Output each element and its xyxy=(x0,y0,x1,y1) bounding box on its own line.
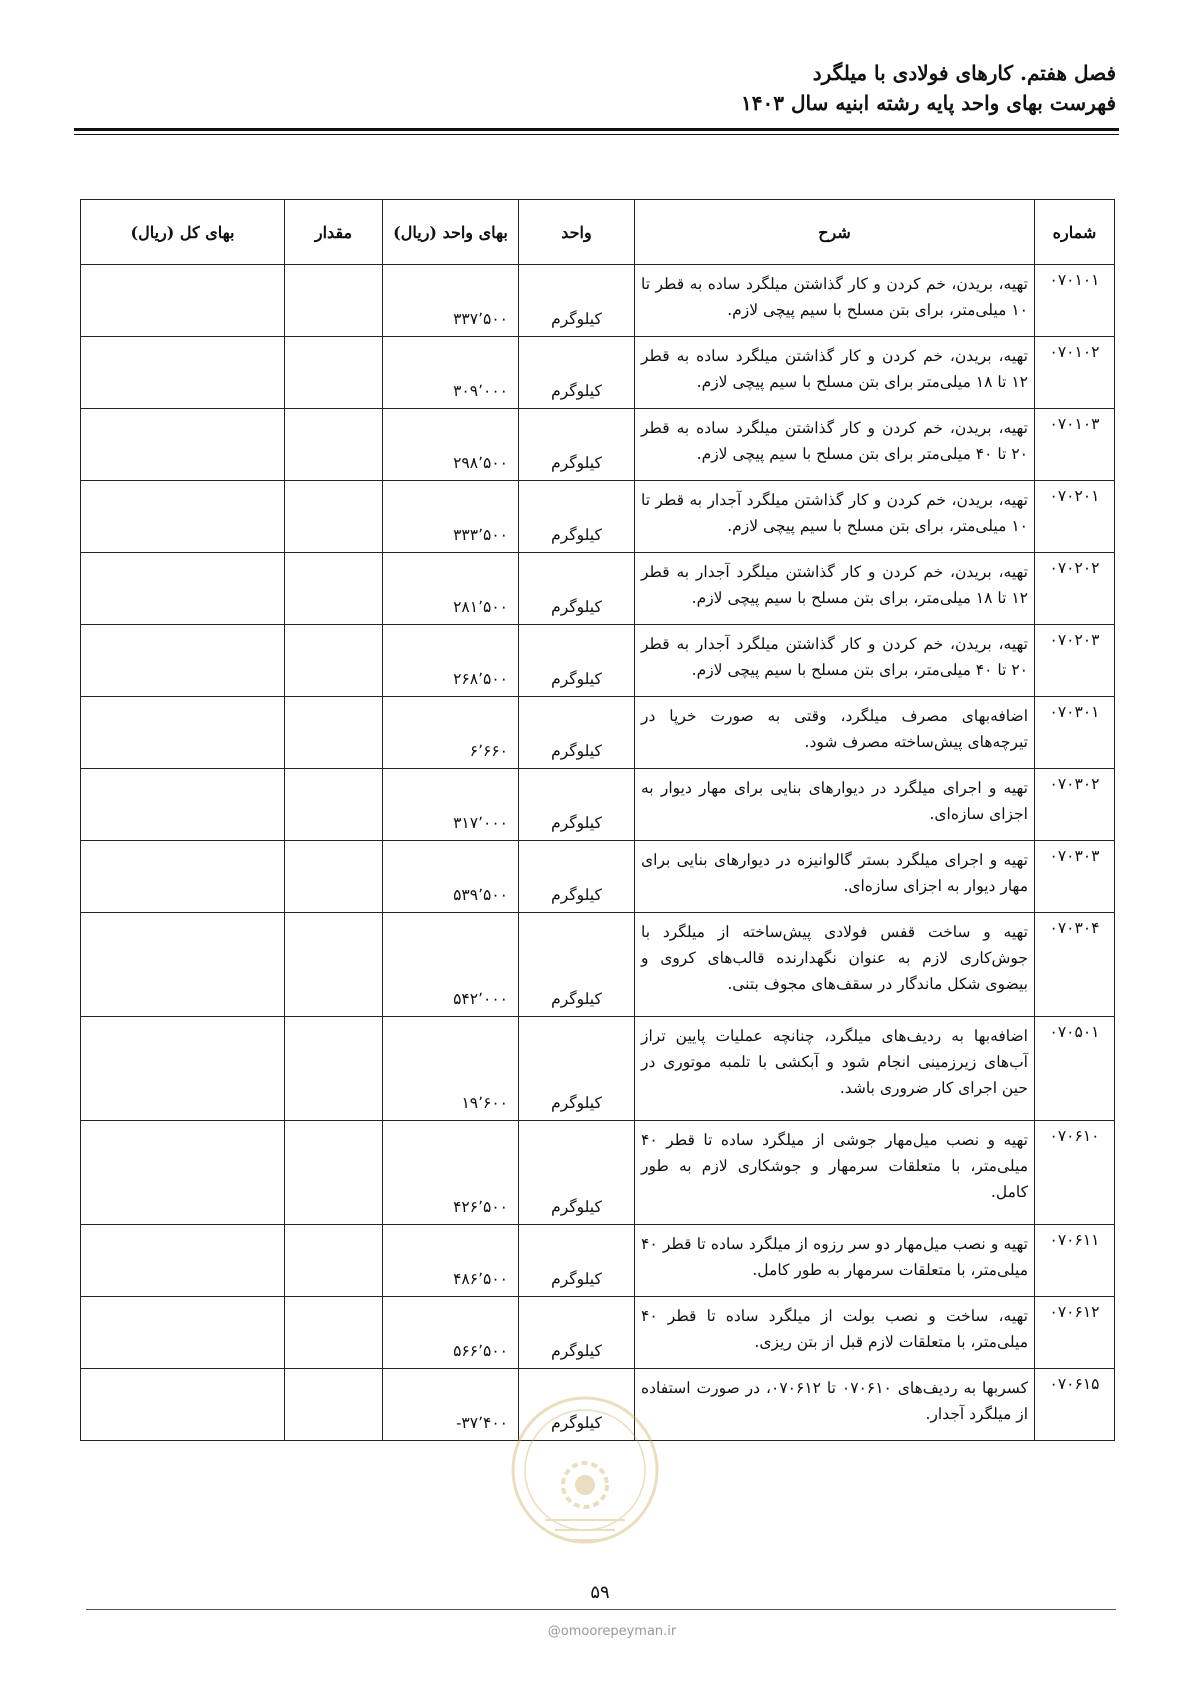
table-row xyxy=(81,769,1115,841)
row-unit-price: ۳۱۷٬۰۰۰ xyxy=(383,769,519,841)
row-unit-price: ۲۸۱٬۵۰۰ xyxy=(383,553,519,625)
page-number: ۵۹ xyxy=(590,1582,610,1603)
row-unit: کیلوگرم xyxy=(519,409,635,481)
row-quantity xyxy=(285,1017,383,1121)
row-unit: کیلوگرم xyxy=(519,1297,635,1369)
table-row xyxy=(81,913,1115,1017)
row-quantity xyxy=(285,625,383,697)
row-unit: کیلوگرم xyxy=(519,913,635,1017)
table-row xyxy=(81,481,1115,553)
table-row xyxy=(81,697,1115,769)
row-number: ۰۷۰۳۰۱ xyxy=(1035,697,1115,769)
row-total-price xyxy=(81,1017,285,1121)
row-quantity xyxy=(285,409,383,481)
row-number: ۰۷۰۱۰۲ xyxy=(1035,337,1115,409)
row-total-price xyxy=(81,337,285,409)
row-number: ۰۷۰۲۰۳ xyxy=(1035,625,1115,697)
row-unit-price: ۴۲۶٬۵۰۰ xyxy=(383,1121,519,1225)
row-description: تهیه، ساخت و نصب بولت از میلگرد ساده تا قطر ۴۰ میلی‌متر، با متعلقات لازم قبل از بتن ریزی. xyxy=(635,1297,1035,1369)
table-row xyxy=(81,1297,1115,1369)
row-unit: کیلوگرم xyxy=(519,337,635,409)
row-unit: کیلوگرم xyxy=(519,1121,635,1225)
row-number: ۰۷۰۲۰۱ xyxy=(1035,481,1115,553)
row-unit: کیلوگرم xyxy=(519,769,635,841)
row-unit: کیلوگرم xyxy=(519,1225,635,1297)
page-header xyxy=(76,58,1116,118)
table-header-row xyxy=(81,200,1115,265)
row-number: ۰۷۰۳۰۴ xyxy=(1035,913,1115,1017)
row-unit-price: ۳۰۹٬۰۰۰ xyxy=(383,337,519,409)
row-unit-price: -۳۷٬۴۰۰ xyxy=(383,1369,519,1441)
row-quantity xyxy=(285,697,383,769)
row-unit: کیلوگرم xyxy=(519,1369,635,1441)
table-row xyxy=(81,553,1115,625)
row-number: ۰۷۰۶۱۲ xyxy=(1035,1297,1115,1369)
row-total-price xyxy=(81,913,285,1017)
row-number: ۰۷۰۳۰۳ xyxy=(1035,841,1115,913)
row-unit-price: ۵۳۹٬۵۰۰ xyxy=(383,841,519,913)
col-header-unit-price: بهای واحد (ریال) xyxy=(383,200,519,265)
row-unit: کیلوگرم xyxy=(519,265,635,337)
col-header-description: شرح xyxy=(635,200,1035,265)
col-header-total-price: بهای کل (ریال) xyxy=(81,200,285,265)
row-description: اضافه‌بها به ردیف‌های میلگرد، چنانچه عملیات پایین تراز آب‌های زیرزمینی انجام شود و آبکشی با تلمبه موتوری در حین اجرای کار ضروری باشد. xyxy=(635,1017,1035,1121)
row-total-price xyxy=(81,265,285,337)
row-unit: کیلوگرم xyxy=(519,841,635,913)
watermark-url: @omoorepeyman.ir xyxy=(547,1624,677,1639)
row-unit-price: ۳۳۳٬۵۰۰ xyxy=(383,481,519,553)
row-description: تهیه و ساخت قفس فولادی پیش‌ساخته از میلگرد با جوش‌کاری لازم به عنوان نگهدارنده قالب‌های کروی و بیضوی شکل ماندگار در سقف‌های مجوف بتنی. xyxy=(635,913,1035,1017)
header-rule-thin xyxy=(74,134,1119,135)
row-description: کسربها به ردیف‌های ۰۷۰۶۱۰ تا ۰۷۰۶۱۲، در صورت استفاده از میلگرد آجدار. xyxy=(635,1369,1035,1441)
table-row xyxy=(81,1121,1115,1225)
row-description: تهیه و نصب میل‌مهار دو سر رزوه از میلگرد ساده تا قطر ۴۰ میلی‌متر، با متعلقات سرمهار به طور کامل. xyxy=(635,1225,1035,1297)
table-row xyxy=(81,409,1115,481)
table-row xyxy=(81,337,1115,409)
table-row xyxy=(81,1225,1115,1297)
row-unit-price: ۵۴۲٬۰۰۰ xyxy=(383,913,519,1017)
row-number: ۰۷۰۵۰۱ xyxy=(1035,1017,1115,1121)
row-quantity xyxy=(285,1369,383,1441)
row-quantity xyxy=(285,1297,383,1369)
col-header-unit: واحد xyxy=(519,200,635,265)
row-total-price xyxy=(81,481,285,553)
row-unit-price: ۴۸۶٬۵۰۰ xyxy=(383,1225,519,1297)
row-total-price xyxy=(81,409,285,481)
row-unit: کیلوگرم xyxy=(519,697,635,769)
row-number: ۰۷۰۱۰۱ xyxy=(1035,265,1115,337)
row-quantity xyxy=(285,841,383,913)
row-description: تهیه، بریدن، خم کردن و کار گذاشتن میلگرد آجدار به قطر ۱۲ تا ۱۸ میلی‌متر، برای بتن مسلح با سیم پیچی لازم. xyxy=(635,553,1035,625)
row-unit-price: ۲۶۸٬۵۰۰ xyxy=(383,625,519,697)
row-total-price xyxy=(81,553,285,625)
row-unit: کیلوگرم xyxy=(519,1017,635,1121)
row-number: ۰۷۰۱۰۳ xyxy=(1035,409,1115,481)
row-total-price xyxy=(81,769,285,841)
row-description: تهیه، بریدن، خم کردن و کار گذاشتن میلگرد آجدار به قطر ۲۰ تا ۴۰ میلی‌متر، برای بتن مسلح با سیم پیچی لازم. xyxy=(635,625,1035,697)
row-description: تهیه و اجرای میلگرد در دیوارهای بنایی برای مهار دیوار به اجزای سازه‌ای. xyxy=(635,769,1035,841)
row-total-price xyxy=(81,697,285,769)
table-row xyxy=(81,841,1115,913)
price-list-title: فهرست بهای واحد پایه رشته ابنیه سال ۱۴۰۳ xyxy=(741,91,1116,115)
row-quantity xyxy=(285,481,383,553)
row-total-price xyxy=(81,1369,285,1441)
row-unit-price: ۱۹٬۶۰۰ xyxy=(383,1017,519,1121)
row-number: ۰۷۰۶۱۰ xyxy=(1035,1121,1115,1225)
row-quantity xyxy=(285,337,383,409)
row-unit-price: ۵۶۶٬۵۰۰ xyxy=(383,1297,519,1369)
row-total-price xyxy=(81,841,285,913)
row-total-price xyxy=(81,1297,285,1369)
row-unit: کیلوگرم xyxy=(519,625,635,697)
col-header-quantity: مقدار xyxy=(285,200,383,265)
row-number: ۰۷۰۳۰۲ xyxy=(1035,769,1115,841)
row-number: ۰۷۰۶۱۵ xyxy=(1035,1369,1115,1441)
row-unit: کیلوگرم xyxy=(519,481,635,553)
row-quantity xyxy=(285,769,383,841)
row-description: تهیه، بریدن، خم کردن و کار گذاشتن میلگرد آجدار به قطر تا ۱۰ میلی‌متر، برای بتن مسلح با سیم پیچی لازم. xyxy=(635,481,1035,553)
row-total-price xyxy=(81,1121,285,1225)
row-total-price xyxy=(81,625,285,697)
table-row xyxy=(81,1017,1115,1121)
row-quantity xyxy=(285,553,383,625)
row-description: تهیه، بریدن، خم کردن و کار گذاشتن میلگرد ساده به قطر ۱۲ تا ۱۸ میلی‌متر برای بتن مسلح با سیم پیچی لازم. xyxy=(635,337,1035,409)
row-quantity xyxy=(285,265,383,337)
table-row xyxy=(81,265,1115,337)
row-total-price xyxy=(81,1225,285,1297)
footer-rule xyxy=(86,1609,1116,1610)
row-quantity xyxy=(285,913,383,1017)
row-number: ۰۷۰۶۱۱ xyxy=(1035,1225,1115,1297)
row-description: تهیه و نصب میل‌مهار جوشی از میلگرد ساده تا قطر ۴۰ میلی‌متر، با متعلقات سرمهار و جوشکاری لازم به طور کامل. xyxy=(635,1121,1035,1225)
seal-watermark-icon xyxy=(510,1380,660,1560)
row-number: ۰۷۰۲۰۲ xyxy=(1035,553,1115,625)
row-description: تهیه و اجرای میلگرد بستر گالوانیزه در دیوارهای بنایی برای مهار دیوار به اجزای سازه‌ای. xyxy=(635,841,1035,913)
row-quantity xyxy=(285,1121,383,1225)
header-rule-thick xyxy=(74,128,1119,131)
price-table xyxy=(80,199,1115,1441)
row-unit: کیلوگرم xyxy=(519,553,635,625)
row-unit-price: ۲۹۸٬۵۰۰ xyxy=(383,409,519,481)
row-unit-price: ۳۳۷٬۵۰۰ xyxy=(383,265,519,337)
row-description: اضافه‌بهای مصرف میلگرد، وقتی به صورت خرپا در تیرچه‌های پیش‌ساخته مصرف شود. xyxy=(635,697,1035,769)
table-row xyxy=(81,625,1115,697)
chapter-title: فصل هفتم. کارهای فولادی با میلگرد xyxy=(812,61,1116,85)
row-description: تهیه، بریدن، خم کردن و کار گذاشتن میلگرد ساده به قطر تا ۱۰ میلی‌متر، برای بتن مسلح با سیم پیچی لازم. xyxy=(635,265,1035,337)
row-description: تهیه، بریدن، خم کردن و کار گذاشتن میلگرد ساده به قطر ۲۰ تا ۴۰ میلی‌متر برای بتن مسلح با سیم پیچی لازم. xyxy=(635,409,1035,481)
row-unit-price: ۶٬۶۶۰ xyxy=(383,697,519,769)
col-header-number: شماره xyxy=(1035,200,1115,265)
row-quantity xyxy=(285,1225,383,1297)
